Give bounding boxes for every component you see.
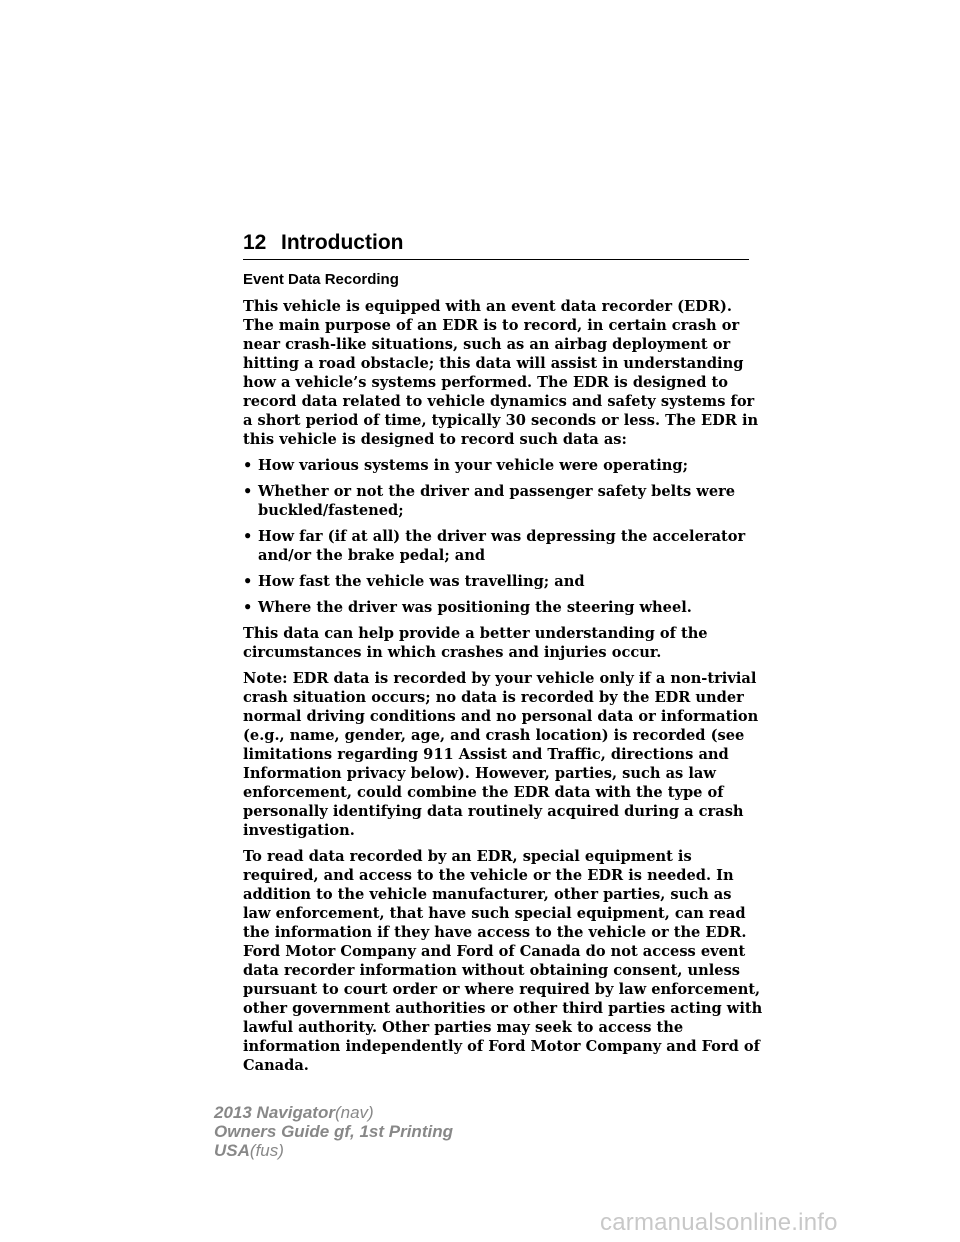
footer-model-code: (nav) [334,1103,374,1122]
footer-line-guide: Owners Guide gf, 1st Printing [214,1122,453,1141]
chapter-title: Introduction [281,231,404,254]
footer-line-market [214,1141,453,1160]
footer-market-code: (fus) [249,1141,284,1160]
page-header [243,229,749,260]
list-item [243,598,763,617]
site-watermark: carmanualsonline.info [600,1209,838,1236]
bullet-icon: • [243,528,253,545]
page-number: 12 [243,231,267,254]
main-content [243,270,763,1082]
list-item [243,456,763,475]
footer-line-model [214,1103,453,1122]
list-item [243,527,763,565]
bullet-icon: • [243,457,253,474]
list-item-text: Whether or not the driver and passenger safety belts were buckled/fastened; [258,483,736,519]
bullet-icon: • [243,573,253,590]
list-item [243,482,763,520]
list-item-text: How various systems in your vehicle were operating; [258,457,688,474]
print-footer [214,1103,453,1160]
list-item [243,572,763,591]
bullet-icon: • [243,599,253,616]
list-item-text: How far (if at all) the driver was depressing the accelerator and/or the brake pedal; and [258,528,746,564]
intro-paragraph: This vehicle is equipped with an event data recorder (EDR). The main purpose of an EDR is to record, in certain crash or near crash-like situations, such as an airbag deployment or hitting a road obstacle; this data will assist in understanding how a vehicle’s systems performed. The EDR is designed to record data related to vehicle dynamics and safety systems for a short period of time, typically 30 seconds or less. The EDR in this vehicle is designed to record such data as: [243,298,759,448]
footer-model: 2013 Navigator [214,1103,335,1122]
footer-market: USA [214,1141,250,1160]
list-item-text: How fast the vehicle was travelling; and [258,573,585,590]
bullet-icon: • [243,483,253,500]
understanding-paragraph: This data can help provide a better understanding of the circumstances in which crashes and injuries occur. [243,625,708,661]
access-paragraph: To read data recorded by an EDR, special equipment is required, and access to the vehicle or the EDR is needed. In addition to the vehicle manufacturer, other parties, such as law enforcement, that have such special equipment, can read the information if they have access to the vehicle or the EDR. Ford Motor Company and Ford of Canada do not access event data recorder information without obtaining consent, unless pursuant to court order or where required by law enforcement, other government authorities or other third parties acting with lawful authority. Other parties may seek to access the information independently of Ford Motor Company and Ford of Canada. [243,848,763,1074]
edr-data-list [243,456,763,617]
note-paragraph: Note: EDR data is recorded by your vehicle only if a non-trivial crash situation occurs; no data is recorded by the EDR under normal driving conditions and no personal data or information (e.g., name, gender, age, and crash location) is recorded (see limitations regarding 911 Assist and Traffic, directions and Information privacy below). However, parties, such as law enforcement, could combine the EDR data with the type of personally identifying data routinely acquired during a crash investigation. [243,670,759,839]
section-heading: Event Data Recording [243,271,399,288]
list-item-text: Where the driver was positioning the steering wheel. [258,599,692,616]
